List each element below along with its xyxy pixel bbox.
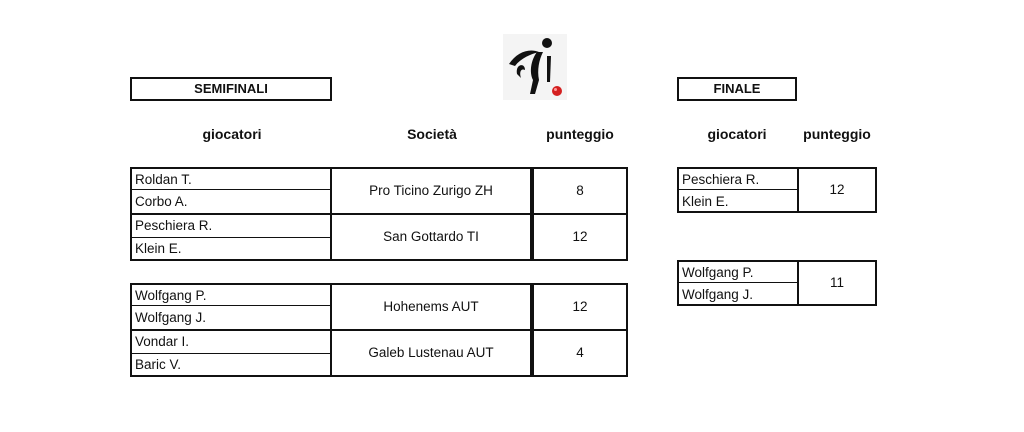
final-title: FINALE [677, 77, 797, 101]
match-divider [332, 213, 530, 215]
club-name: Pro Ticino Zurigo ZH [369, 183, 493, 198]
final-match-1 [677, 167, 877, 213]
player-name: Wolfgang P. [682, 265, 754, 280]
match-divider [534, 213, 626, 215]
score-value: 4 [576, 345, 584, 360]
player-name: Vondar I. [135, 334, 190, 349]
final-match-2 [677, 260, 877, 306]
match-divider [332, 329, 530, 331]
player-name: Baric V. [135, 357, 182, 372]
player-name: Wolfgang P. [135, 288, 207, 303]
semifinal-header-score: punteggio [546, 126, 614, 142]
player-name: Klein E. [682, 194, 729, 209]
player-name: Peschiera R. [682, 172, 760, 187]
semifinal-header-players: giocatori [202, 126, 262, 142]
final-header-score: punteggio [803, 126, 871, 142]
player-name: Roldan T. [135, 172, 192, 187]
semifinal-header-club: Società [407, 126, 457, 142]
semifinal-group-1 [130, 167, 628, 261]
player-name: Wolfgang J. [682, 287, 754, 302]
bocce-player-icon [503, 34, 567, 100]
final-header-players: giocatori [707, 126, 767, 142]
club-name: Hohenems AUT [383, 299, 479, 314]
club-name: Galeb Lustenau AUT [368, 345, 494, 360]
semifinal-title: SEMIFINALI [130, 77, 332, 101]
player-name: Wolfgang J. [135, 310, 207, 325]
player-name: Klein E. [135, 241, 182, 256]
score-value: 12 [829, 182, 845, 197]
score-value: 11 [829, 275, 844, 290]
club-name: San Gottardo TI [383, 229, 479, 244]
match-divider [534, 329, 626, 331]
semifinal-group-2 [130, 283, 628, 377]
player-name: Peschiera R. [135, 218, 213, 233]
player-name: Corbo A. [135, 194, 188, 209]
score-value: 12 [572, 229, 588, 244]
score-value: 12 [572, 299, 588, 314]
score-value: 8 [576, 183, 584, 198]
